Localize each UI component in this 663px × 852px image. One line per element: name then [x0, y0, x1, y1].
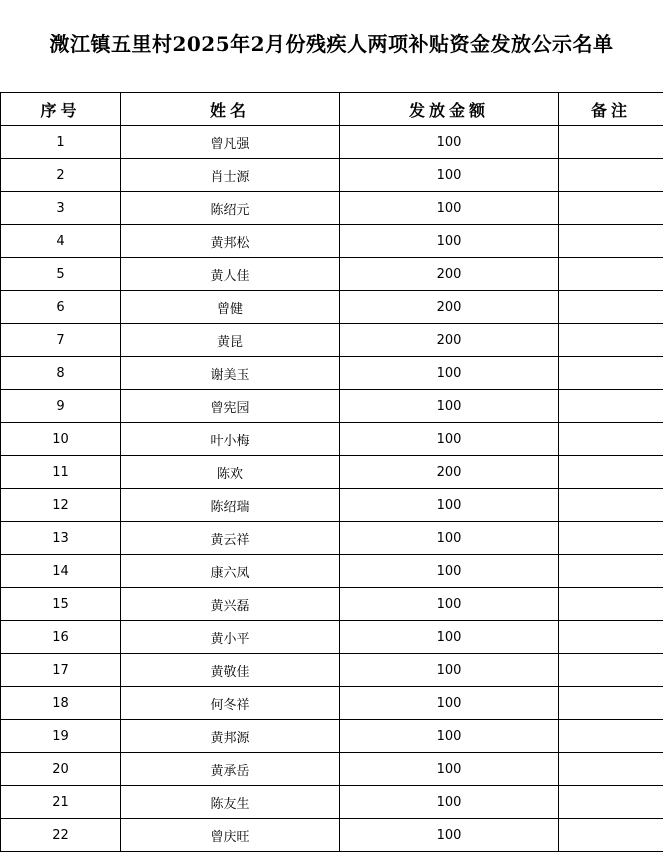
cell-amount: 100 [340, 753, 559, 786]
cell-note [559, 390, 663, 423]
header-name: 姓名 [121, 93, 340, 126]
title-area [0, 0, 663, 92]
cell-note [559, 192, 663, 225]
cell-note [559, 126, 663, 159]
table-row [1, 456, 663, 489]
cell-name: 曾健 [121, 291, 340, 324]
cell-name: 陈友生 [121, 786, 340, 819]
cell-number: 7 [1, 324, 121, 357]
cell-name: 叶小梅 [121, 423, 340, 456]
table-row [1, 522, 663, 555]
cell-amount: 100 [340, 423, 559, 456]
cell-name: 肖士源 [121, 159, 340, 192]
cell-number: 18 [1, 687, 121, 720]
cell-name: 黄邦源 [121, 720, 340, 753]
cell-name: 曾凡强 [121, 126, 340, 159]
cell-number: 5 [1, 258, 121, 291]
cell-name: 黄敬佳 [121, 654, 340, 687]
cell-amount: 100 [340, 687, 559, 720]
table-row [1, 423, 663, 456]
cell-amount: 100 [340, 522, 559, 555]
cell-amount: 100 [340, 720, 559, 753]
cell-name: 曾庆旺 [121, 819, 340, 852]
cell-name: 陈绍元 [121, 192, 340, 225]
cell-amount: 100 [340, 819, 559, 852]
cell-note [559, 687, 663, 720]
cell-amount: 100 [340, 621, 559, 654]
cell-name: 黄邦松 [121, 225, 340, 258]
cell-note [559, 819, 663, 852]
cell-number: 10 [1, 423, 121, 456]
table-row [1, 720, 663, 753]
cell-amount: 100 [340, 192, 559, 225]
cell-note [559, 588, 663, 621]
table-row [1, 753, 663, 786]
cell-note [559, 324, 663, 357]
cell-number: 12 [1, 489, 121, 522]
cell-name: 康六凤 [121, 555, 340, 588]
cell-name: 黄承岳 [121, 753, 340, 786]
cell-amount: 100 [340, 654, 559, 687]
cell-number: 8 [1, 357, 121, 390]
page-title: 溦江镇五里村2025年2月份残疾人两项补贴资金发放公示名单 [49, 31, 614, 56]
cell-number: 20 [1, 753, 121, 786]
cell-note [559, 291, 663, 324]
cell-note [559, 258, 663, 291]
cell-name: 黄云祥 [121, 522, 340, 555]
cell-amount: 200 [340, 324, 559, 357]
subsidy-table [0, 92, 663, 852]
cell-name: 黄人佳 [121, 258, 340, 291]
header-amount: 发放金额 [340, 93, 559, 126]
cell-number: 4 [1, 225, 121, 258]
header-number: 序号 [1, 93, 121, 126]
cell-name: 何冬祥 [121, 687, 340, 720]
cell-number: 9 [1, 390, 121, 423]
table-row [1, 324, 663, 357]
cell-number: 11 [1, 456, 121, 489]
cell-amount: 100 [340, 489, 559, 522]
cell-note [559, 225, 663, 258]
cell-note [559, 555, 663, 588]
cell-note [559, 720, 663, 753]
table-row [1, 654, 663, 687]
cell-note [559, 654, 663, 687]
cell-note [559, 489, 663, 522]
cell-note [559, 621, 663, 654]
cell-note [559, 159, 663, 192]
cell-note [559, 423, 663, 456]
cell-number: 22 [1, 819, 121, 852]
cell-amount: 200 [340, 258, 559, 291]
cell-note [559, 753, 663, 786]
table-row [1, 621, 663, 654]
cell-amount: 100 [340, 126, 559, 159]
cell-note [559, 786, 663, 819]
cell-note [559, 357, 663, 390]
cell-number: 14 [1, 555, 121, 588]
cell-number: 2 [1, 159, 121, 192]
cell-name: 黄兴磊 [121, 588, 340, 621]
cell-amount: 100 [340, 588, 559, 621]
cell-note [559, 456, 663, 489]
cell-amount: 100 [340, 357, 559, 390]
cell-number: 6 [1, 291, 121, 324]
cell-amount: 100 [340, 159, 559, 192]
cell-number: 16 [1, 621, 121, 654]
cell-note [559, 522, 663, 555]
cell-amount: 200 [340, 456, 559, 489]
cell-amount: 100 [340, 555, 559, 588]
table-row [1, 258, 663, 291]
table-row [1, 357, 663, 390]
cell-number: 19 [1, 720, 121, 753]
table-row [1, 126, 663, 159]
table-row [1, 225, 663, 258]
table-row [1, 489, 663, 522]
table-row [1, 192, 663, 225]
table-row [1, 291, 663, 324]
cell-name: 陈绍瑞 [121, 489, 340, 522]
cell-amount: 100 [340, 225, 559, 258]
cell-amount: 100 [340, 786, 559, 819]
cell-name: 曾宪园 [121, 390, 340, 423]
table-row [1, 159, 663, 192]
table-header-row [1, 93, 663, 126]
table-row [1, 390, 663, 423]
cell-amount: 200 [340, 291, 559, 324]
table-row [1, 786, 663, 819]
table-row [1, 555, 663, 588]
cell-number: 13 [1, 522, 121, 555]
cell-number: 15 [1, 588, 121, 621]
header-note: 备注 [559, 93, 663, 126]
cell-number: 21 [1, 786, 121, 819]
cell-name: 陈欢 [121, 456, 340, 489]
cell-number: 3 [1, 192, 121, 225]
cell-amount: 100 [340, 390, 559, 423]
table-row [1, 588, 663, 621]
cell-name: 谢美玉 [121, 357, 340, 390]
table-row [1, 819, 663, 852]
cell-name: 黄小平 [121, 621, 340, 654]
cell-number: 17 [1, 654, 121, 687]
table-body [1, 126, 663, 852]
cell-name: 黄昆 [121, 324, 340, 357]
cell-number: 1 [1, 126, 121, 159]
table-row [1, 687, 663, 720]
